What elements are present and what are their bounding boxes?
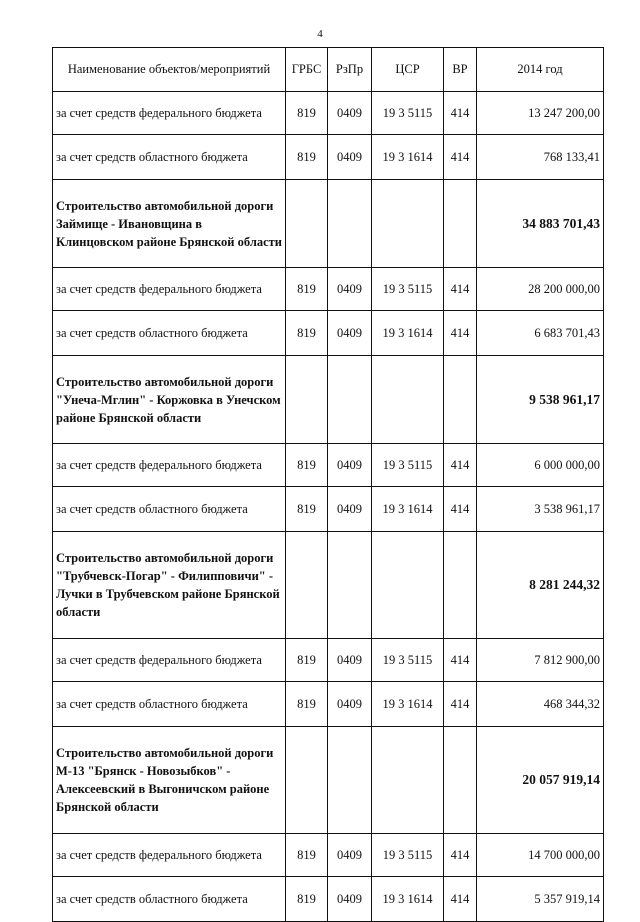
cell-vr: 414	[444, 682, 477, 727]
cell-amount: 14 700 000,00	[477, 834, 604, 877]
cell-grbs: 819	[286, 444, 328, 487]
column-header-vr: ВР	[444, 48, 477, 92]
table-row-funding-source	[53, 834, 604, 877]
table-row-funding-source	[53, 135, 604, 180]
cell-rzpr: 0409	[328, 311, 372, 356]
page-number: 4	[317, 28, 323, 40]
cell-vr	[444, 180, 477, 268]
cell-rzpr	[328, 532, 372, 639]
cell-name: за счет средств областного бюджета	[53, 487, 286, 532]
cell-rzpr: 0409	[328, 92, 372, 135]
cell-rzpr	[328, 356, 372, 444]
cell-vr: 414	[444, 487, 477, 532]
cell-csr	[372, 532, 444, 639]
cell-name: за счет средств федерального бюджета	[53, 834, 286, 877]
cell-grbs: 819	[286, 682, 328, 727]
cell-grbs: 819	[286, 877, 328, 922]
cell-csr: 19 3 1614	[372, 682, 444, 727]
cell-amount: 768 133,41	[477, 135, 604, 180]
cell-name: Строительство автомобильной дороги "Унеча-Мглин" - Коржовка в Унечском районе Брянской области	[53, 356, 286, 444]
cell-name: за счет средств федерального бюджета	[53, 444, 286, 487]
column-header-rzpr: РзПр	[328, 48, 372, 92]
cell-csr: 19 3 5115	[372, 92, 444, 135]
table-row-project	[53, 356, 604, 444]
cell-vr: 414	[444, 639, 477, 682]
table-row-project	[53, 727, 604, 834]
cell-amount: 6 683 701,43	[477, 311, 604, 356]
cell-vr: 414	[444, 444, 477, 487]
cell-rzpr: 0409	[328, 444, 372, 487]
cell-csr: 19 3 1614	[372, 487, 444, 532]
cell-grbs: 819	[286, 487, 328, 532]
table-row-funding-source	[53, 877, 604, 922]
table-row-funding-source	[53, 682, 604, 727]
table-row-funding-source	[53, 639, 604, 682]
cell-grbs	[286, 727, 328, 834]
cell-rzpr: 0409	[328, 487, 372, 532]
cell-amount: 8 281 244,32	[477, 532, 604, 639]
cell-name: за счет средств федерального бюджета	[53, 268, 286, 311]
cell-name: Строительство автомобильной дороги "Трубчевск-Погар" - Филипповичи" - Лучки в Трубчевском районе Брянской области	[53, 532, 286, 639]
cell-name: за счет средств областного бюджета	[53, 877, 286, 922]
table-row-project	[53, 180, 604, 268]
cell-amount: 13 247 200,00	[477, 92, 604, 135]
cell-csr	[372, 727, 444, 834]
table-header-row	[53, 48, 604, 92]
cell-vr	[444, 356, 477, 444]
cell-grbs: 819	[286, 135, 328, 180]
table-row-funding-source	[53, 311, 604, 356]
cell-csr: 19 3 5115	[372, 834, 444, 877]
cell-grbs: 819	[286, 268, 328, 311]
cell-csr: 19 3 5115	[372, 268, 444, 311]
cell-vr: 414	[444, 268, 477, 311]
cell-vr: 414	[444, 877, 477, 922]
cell-csr	[372, 180, 444, 268]
cell-vr: 414	[444, 135, 477, 180]
cell-name: за счет средств областного бюджета	[53, 311, 286, 356]
cell-rzpr	[328, 727, 372, 834]
table-row-project	[53, 532, 604, 639]
cell-rzpr: 0409	[328, 682, 372, 727]
cell-name: Строительство автомобильной дороги М-13 "Брянск - Новозыбков" - Алексеевский в Выгоничском районе Брянской области	[53, 727, 286, 834]
cell-amount: 3 538 961,17	[477, 487, 604, 532]
table-row-funding-source	[53, 92, 604, 135]
cell-grbs: 819	[286, 92, 328, 135]
cell-grbs: 819	[286, 311, 328, 356]
cell-vr	[444, 532, 477, 639]
cell-amount: 6 000 000,00	[477, 444, 604, 487]
cell-grbs	[286, 532, 328, 639]
cell-vr	[444, 727, 477, 834]
column-header-grbs: ГРБС	[286, 48, 328, 92]
cell-name: за счет средств областного бюджета	[53, 682, 286, 727]
table-body	[53, 92, 604, 922]
cell-amount: 468 344,32	[477, 682, 604, 727]
cell-name: Строительство автомобильной дороги Займище - Ивановщина в Клинцовском районе Брянской области	[53, 180, 286, 268]
cell-amount: 7 812 900,00	[477, 639, 604, 682]
table-row-funding-source	[53, 444, 604, 487]
cell-vr: 414	[444, 834, 477, 877]
cell-name: за счет средств федерального бюджета	[53, 639, 286, 682]
cell-rzpr: 0409	[328, 135, 372, 180]
cell-rzpr: 0409	[328, 834, 372, 877]
cell-grbs: 819	[286, 834, 328, 877]
cell-grbs: 819	[286, 639, 328, 682]
column-header-name: Наименование объектов/мероприятий	[53, 48, 286, 92]
column-header-year-2014: 2014 год	[477, 48, 604, 92]
cell-csr	[372, 356, 444, 444]
cell-csr: 19 3 1614	[372, 311, 444, 356]
cell-rzpr: 0409	[328, 639, 372, 682]
cell-rzpr: 0409	[328, 268, 372, 311]
cell-name: за счет средств областного бюджета	[53, 135, 286, 180]
cell-vr: 414	[444, 92, 477, 135]
cell-amount: 5 357 919,14	[477, 877, 604, 922]
cell-grbs	[286, 180, 328, 268]
column-header-csr: ЦСР	[372, 48, 444, 92]
cell-csr: 19 3 1614	[372, 877, 444, 922]
cell-rzpr	[328, 180, 372, 268]
cell-grbs	[286, 356, 328, 444]
cell-csr: 19 3 5115	[372, 639, 444, 682]
cell-amount: 9 538 961,17	[477, 356, 604, 444]
table-row-funding-source	[53, 268, 604, 311]
cell-csr: 19 3 5115	[372, 444, 444, 487]
cell-amount: 20 057 919,14	[477, 727, 604, 834]
cell-vr: 414	[444, 311, 477, 356]
cell-rzpr: 0409	[328, 877, 372, 922]
budget-table	[52, 47, 604, 922]
cell-amount: 34 883 701,43	[477, 180, 604, 268]
cell-name: за счет средств федерального бюджета	[53, 92, 286, 135]
table-row-funding-source	[53, 487, 604, 532]
cell-amount: 28 200 000,00	[477, 268, 604, 311]
cell-csr: 19 3 1614	[372, 135, 444, 180]
